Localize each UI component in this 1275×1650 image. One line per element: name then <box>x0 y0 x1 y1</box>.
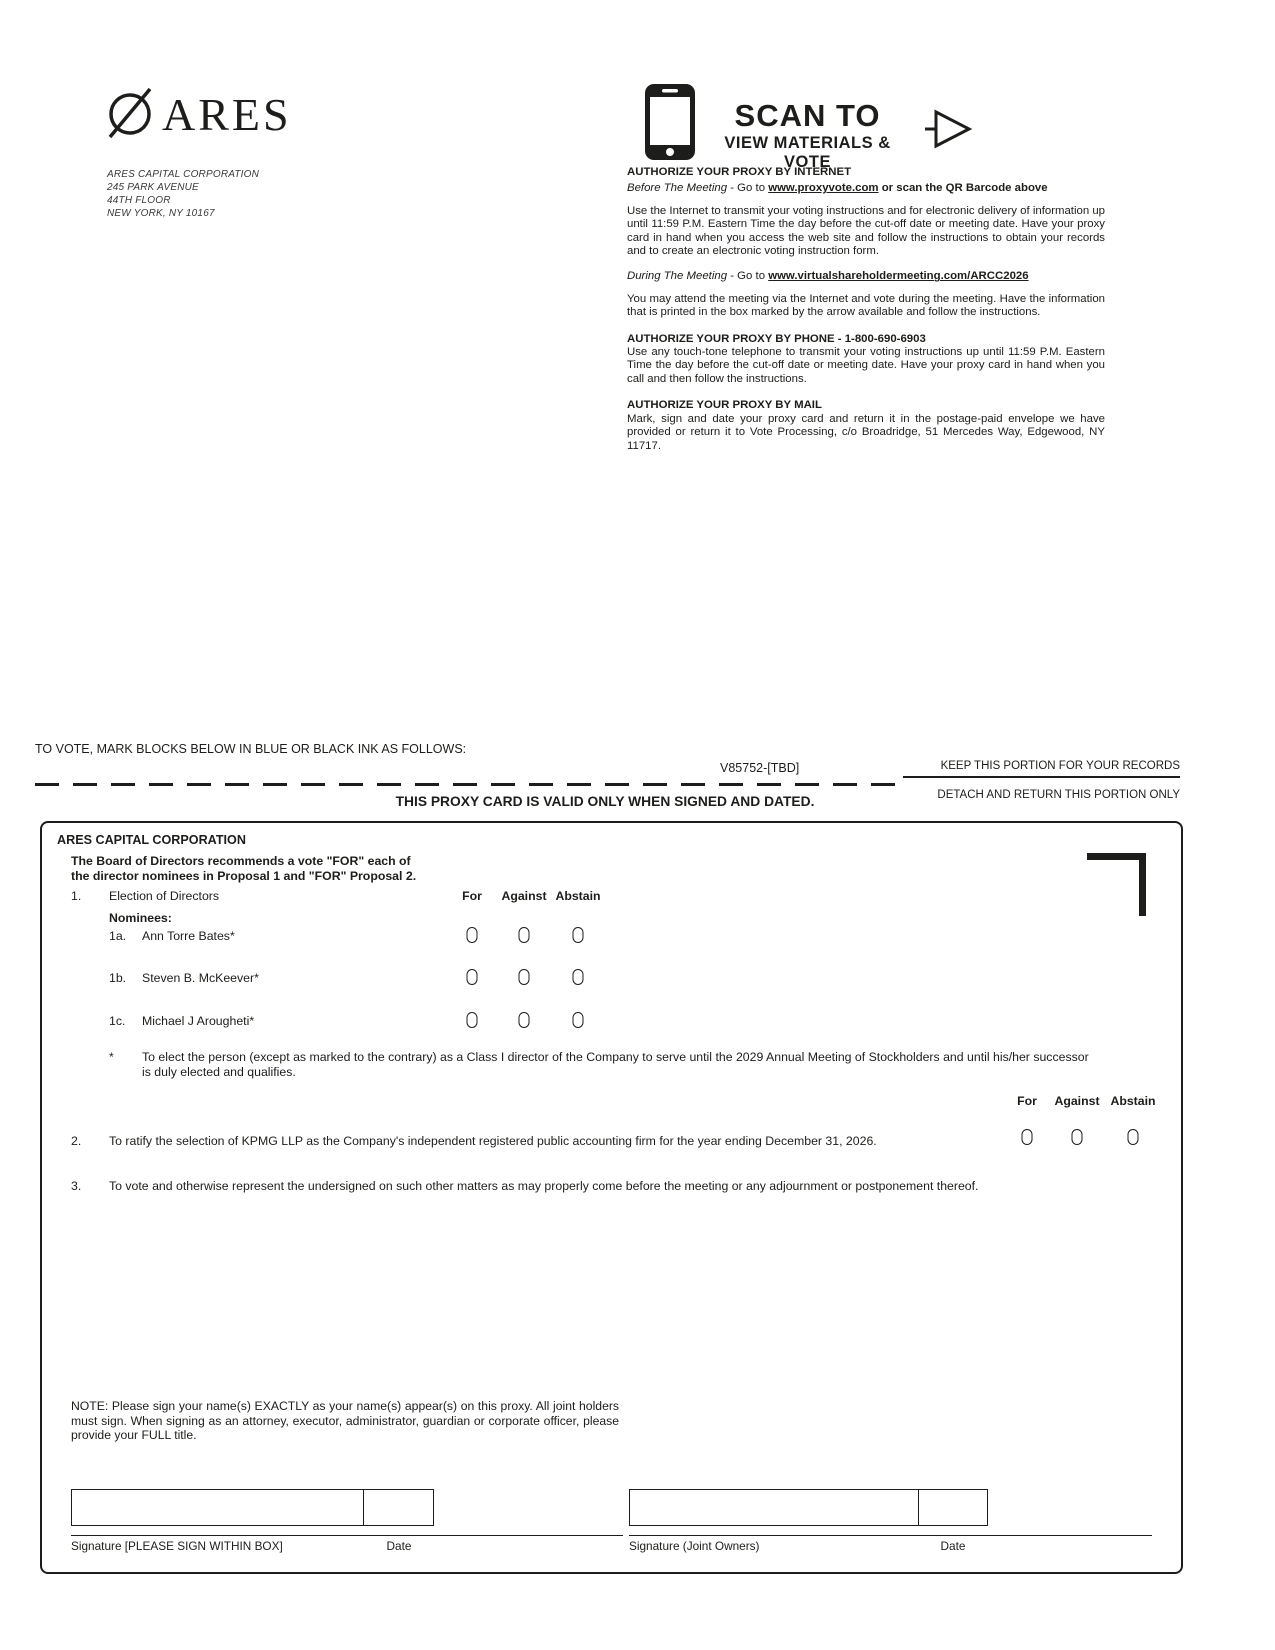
checkbox-2-for[interactable] <box>1022 1129 1033 1145</box>
date2-label: Date <box>940 1539 966 1553</box>
column-header-abstain-2: Abstain <box>1110 1094 1156 1108</box>
ballot-card <box>40 821 1183 1574</box>
proposal1-title: Election of Directors <box>109 889 220 903</box>
column-header-for-2: For <box>1017 1094 1037 1108</box>
address-line: ARES CAPITAL CORPORATION <box>107 169 260 180</box>
logo-wordmark: ARES <box>162 88 292 140</box>
column-header-against-2: Against <box>1054 1094 1100 1108</box>
checkbox-1b-for[interactable] <box>467 969 478 985</box>
phone-section-title: AUTHORIZE YOUR PROXY BY PHONE - 1-800-690-6903 <box>627 332 926 345</box>
scan-subtitle: VIEW MATERIALS & VOTE <box>724 134 891 171</box>
nominee-row-1a <box>42 929 1181 949</box>
signature-box-2[interactable] <box>629 1489 919 1526</box>
column-header-abstain: Abstain <box>555 889 601 903</box>
proposal2-number: 2. <box>71 1134 82 1148</box>
before-meeting-mid: - Go to <box>727 182 769 195</box>
valid-notice: THIS PROXY CARD IS VALID ONLY WHEN SIGNED AND DATED. <box>395 794 815 809</box>
checkbox-1a-against[interactable] <box>519 927 530 943</box>
mail-body: Mark, sign and date your proxy card and return it in the postage-paid envelope we have provided or return it to Vote Processing, c/o Broadridge, 51 Mercedes Way, Edgewood, NY 11717. <box>627 412 1105 452</box>
internet-body: Use the Internet to transmit your voting instructions and for electronic delivery of information up until 11:59 P.M. Eastern Time the day before the cut-off date or meeting date. Have your proxy card in hand when you access the web site and follow the instructions to obtain your records and to create an electronic voting instruction form. <box>627 204 1106 258</box>
checkbox-2-against[interactable] <box>1072 1129 1083 1145</box>
class-director-footnote: To elect the person (except as marked to the contrary) as a Class I director of the Company to serve until the 2029 Annual Meeting of Stockholders and until his/her successor is duly elected and qualifies. <box>142 1050 1089 1079</box>
recommendation-line-1: The Board of Directors recommends a vote "FOR" each of <box>71 854 411 868</box>
smartphone-icon <box>645 84 695 165</box>
during-body: You may attend the meeting via the Internet and vote during the meeting. Have the information that is printed in the box marked by the arrow available and follow the instructions. <box>627 292 1105 319</box>
mail-section-title: AUTHORIZE YOUR PROXY BY MAIL <box>627 399 822 412</box>
signature-note: NOTE: Please sign your name(s) EXACTLY as your name(s) appear(s) on this proxy. All joint holders must sign. When signing as an attorney, executor, administrator, guardian or corporate officer, please provide your FULL title. <box>71 1399 619 1443</box>
card-company-name: ARES CAPITAL CORPORATION <box>57 833 246 847</box>
checkbox-1a-for[interactable] <box>467 927 478 943</box>
date1-label: Date <box>386 1539 412 1553</box>
nominee-name: Steven B. McKeever* <box>142 971 259 985</box>
nominee-id: 1b. <box>109 971 127 985</box>
before-meeting-line <box>627 182 1105 195</box>
nominee-name: Ann Torre Bates* <box>142 929 235 943</box>
checkbox-1a-abstain[interactable] <box>573 927 584 943</box>
proposal3-number: 3. <box>71 1179 82 1193</box>
nominee-id: 1a. <box>109 929 127 943</box>
checkbox-1b-against[interactable] <box>519 969 530 985</box>
phone-body: Use any touch-tone telephone to transmit your voting instructions up until 11:59 P.M. Eastern Time the day before the cut-off date or meeting date. Have your proxy card in hand when you call and then follow the instructions. <box>627 346 1105 385</box>
scan-title: SCAN TO <box>734 98 881 133</box>
ares-logo <box>105 84 292 145</box>
scan-to-vote-banner <box>700 100 915 172</box>
checkbox-1b-abstain[interactable] <box>573 969 584 985</box>
checkbox-2-abstain[interactable] <box>1128 1129 1139 1145</box>
signature1-label: Signature [PLEASE SIGN WITHIN BOX] <box>71 1539 283 1553</box>
corner-registration-mark <box>1087 853 1146 916</box>
mark-instruction: TO VOTE, MARK BLOCKS BELOW IN BLUE OR BLACK INK AS FOLLOWS: <box>35 742 467 756</box>
company-address <box>107 168 259 220</box>
nominees-label: Nominees: <box>109 911 172 925</box>
during-meeting-line <box>627 270 1105 283</box>
signature2-label: Signature (Joint Owners) <box>629 1539 760 1553</box>
keep-portion-text: KEEP THIS PORTION FOR YOUR RECORDS <box>903 760 1180 778</box>
signature-labels-left <box>71 1535 623 1557</box>
before-meeting-suffix: or scan the QR Barcode above <box>878 182 1048 195</box>
before-meeting-label: Before The Meeting <box>627 182 728 195</box>
internet-section-title: AUTHORIZE YOUR PROXY BY INTERNET <box>627 166 852 178</box>
proposal3-text: To vote and otherwise represent the undersigned on such other matters as may properly come before the meeting or any adjournment or postponement thereof. <box>109 1179 979 1193</box>
board-recommendation <box>71 854 416 884</box>
column-header-for: For <box>462 889 482 903</box>
control-code: V85752-[TBD] <box>720 761 800 775</box>
footnote-marker: * <box>109 1050 114 1064</box>
nominee-row-1c <box>42 1014 1181 1034</box>
during-meeting-label: During The Meeting <box>627 270 728 283</box>
address-line: 44TH FLOOR <box>107 195 171 206</box>
detach-portion-text: DETACH AND RETURN THIS PORTION ONLY <box>937 789 1180 801</box>
checkbox-1c-against[interactable] <box>519 1012 530 1028</box>
proxyvote-link[interactable]: www.proxyvote.com <box>768 182 879 195</box>
column-header-against: Against <box>501 889 547 903</box>
nominee-id: 1c. <box>109 1014 126 1028</box>
checkbox-1c-for[interactable] <box>467 1012 478 1028</box>
address-line: NEW YORK, NY 10167 <box>107 208 215 219</box>
perforation-dashed-line <box>35 783 903 786</box>
checkbox-1c-abstain[interactable] <box>573 1012 584 1028</box>
signature-labels-right <box>629 1535 1152 1557</box>
proposal2-text: To ratify the selection of KPMG LLP as the Company's independent registered public accounting firm for the year ending December 31, 2026. <box>109 1134 877 1148</box>
during-meeting-mid: - Go to <box>727 270 769 283</box>
ares-circle-slash-icon <box>105 84 155 145</box>
arrow-right-icon <box>925 108 973 155</box>
proposal1-number: 1. <box>71 889 82 903</box>
nominee-row-1b <box>42 971 1181 991</box>
date-box-2[interactable] <box>918 1489 988 1526</box>
recommendation-line-2: the director nominees in Proposal 1 and "FOR" Proposal 2. <box>71 869 417 883</box>
date-box-1[interactable] <box>363 1489 434 1526</box>
signature-box-1[interactable] <box>71 1489 364 1526</box>
address-line: 245 PARK AVENUE <box>107 182 199 193</box>
virtual-meeting-link[interactable]: www.virtualshareholdermeeting.com/ARCC2026 <box>768 270 1029 283</box>
voting-instructions <box>627 166 1105 453</box>
nominee-name: Michael J Arougheti* <box>142 1014 255 1028</box>
